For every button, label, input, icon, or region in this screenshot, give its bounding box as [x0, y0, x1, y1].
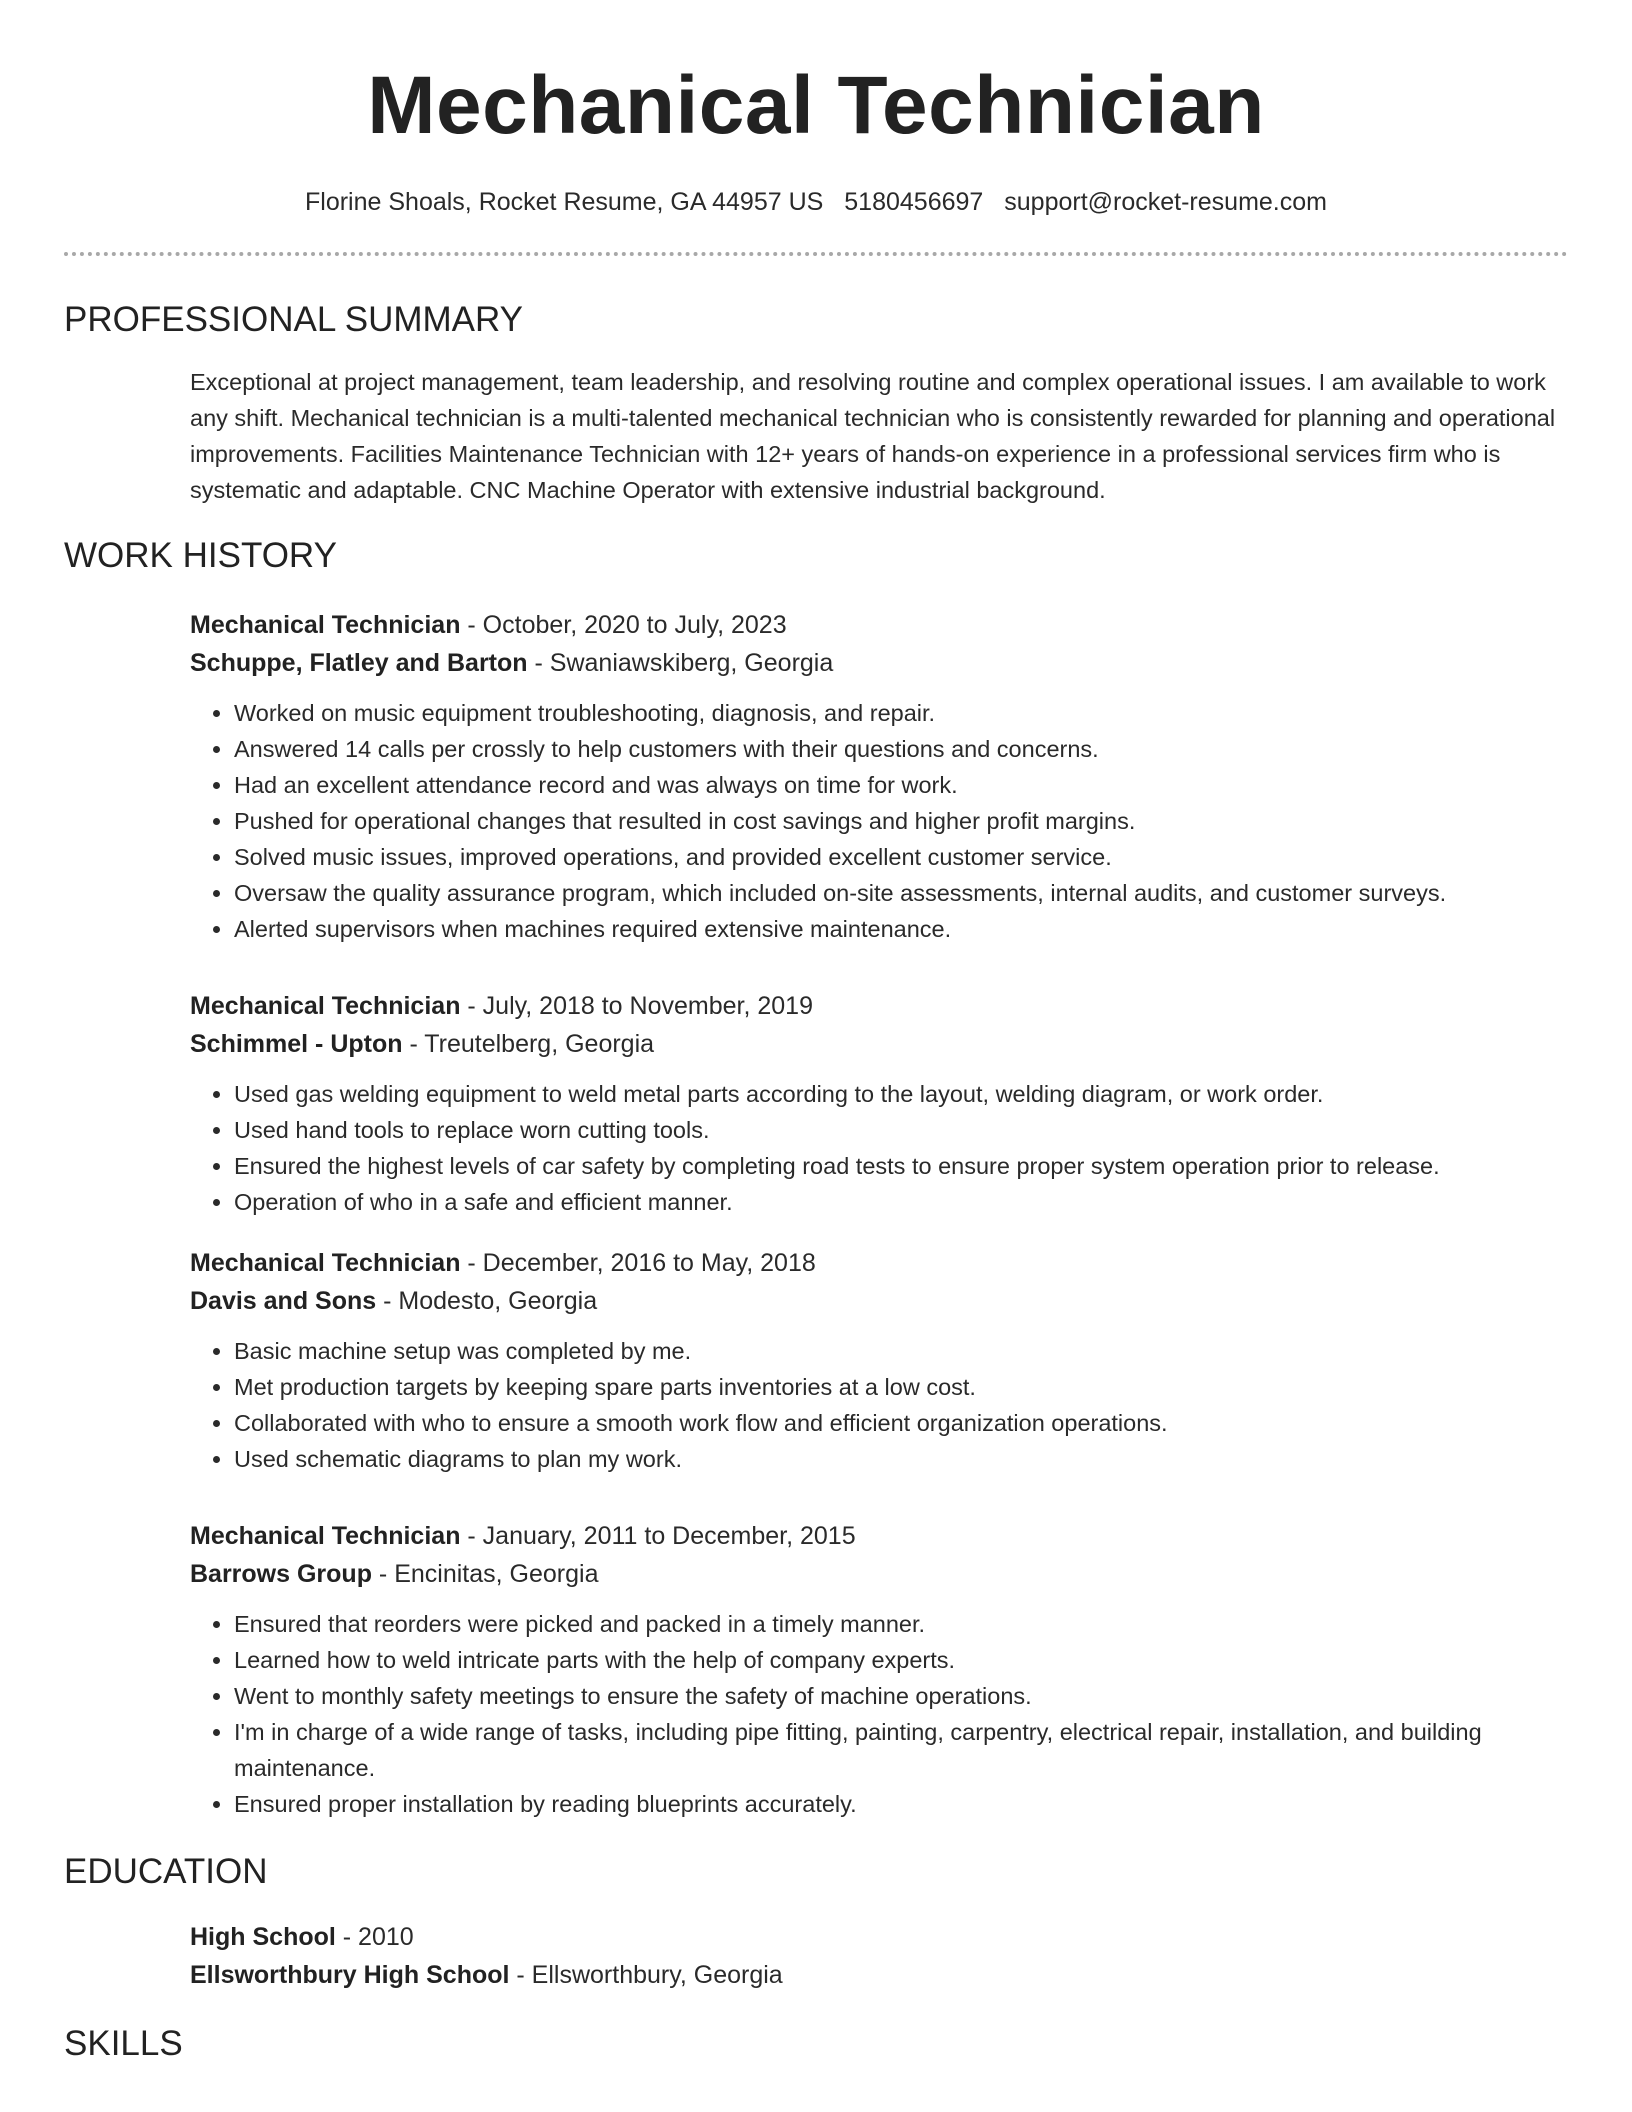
- job-bullet: • I'm in charge of a wide range of tasks, including pipe fitting, painting, carpentry, electrical repair, installation, and building maintenance.: [234, 1714, 1568, 1786]
- resume-page: [64, 0, 1568, 2066]
- job-bullet: • Answered 14 calls per crossly to help customers with their questions and concerns.: [234, 731, 1568, 767]
- job-bullet: • Oversaw the quality assurance program, which included on-site assessments, internal audits, and customer surveys.: [234, 875, 1568, 911]
- job-bullet: • Used schematic diagrams to plan my work.: [234, 1441, 1568, 1477]
- contact-email: support@rocket-resume.com: [1004, 188, 1327, 216]
- job-entry: [190, 1244, 1568, 1477]
- job-location: - Modesto, Georgia: [376, 1287, 598, 1315]
- education-entry: [190, 1918, 1568, 1994]
- job-dates: - December, 2016 to May, 2018: [460, 1249, 816, 1277]
- job-company: Schimmel - Upton: [190, 1030, 403, 1058]
- education-location: - Ellsworthbury, Georgia: [509, 1961, 783, 1989]
- job-bullet: • Learned how to weld intricate parts with the help of company experts.: [234, 1642, 1568, 1678]
- job-company: Davis and Sons: [190, 1287, 377, 1315]
- job-company-line: [190, 644, 1568, 682]
- section-title-work: WORK HISTORY: [64, 536, 337, 575]
- contact-address: Florine Shoals, Rocket Resume, GA 44957 US: [305, 188, 824, 216]
- job-bullets: [190, 695, 1568, 947]
- job-dates: - October, 2020 to July, 2023: [460, 611, 787, 639]
- job-bullet: • Ensured the highest levels of car safety by completing road tests to ensure proper system operation prior to release.: [234, 1148, 1568, 1184]
- contact-phone: 5180456697: [844, 188, 984, 216]
- job-company-line: [190, 1025, 1568, 1063]
- job-bullet: • Pushed for operational changes that resulted in cost savings and higher profit margins.: [234, 803, 1568, 839]
- education-degree-line: [190, 1918, 1568, 1956]
- resume-name: Mechanical Technician: [367, 60, 1265, 151]
- job-bullets: [190, 1076, 1568, 1220]
- education-year: - 2010: [335, 1923, 414, 1951]
- job-bullet: • Operation of who in a safe and efficient manner.: [234, 1184, 1568, 1220]
- summary-section: [190, 364, 1568, 508]
- job-bullet: • Ensured that reorders were picked and packed in a timely manner.: [234, 1606, 1568, 1642]
- work-section: [190, 606, 1568, 1822]
- section-title-summary: PROFESSIONAL SUMMARY: [64, 300, 523, 339]
- section-title-education: EDUCATION: [64, 1852, 268, 1891]
- summary-text: Exceptional at project management, team leadership, and resolving routine and complex operational issues. I am available to work any shift. Mechanical technician is a multi-talented mechanical technician who is consistently rewarded for planning and operational improvements. Facilities Maintenance Technician with 12+ years of hands-on experience in a professional services firm who is systematic and adaptable. CNC Machine Operator with extensive industrial background.: [190, 369, 1556, 503]
- job-company: Schuppe, Flatley and Barton: [190, 649, 528, 677]
- job-bullet: • Had an excellent attendance record and was always on time for work.: [234, 767, 1568, 803]
- job-title-line: [190, 606, 1568, 644]
- job-bullet: • Basic machine setup was completed by me.: [234, 1333, 1568, 1369]
- job-title-line: [190, 987, 1568, 1025]
- job-bullet: • Used gas welding equipment to weld metal parts according to the layout, welding diagram, or work order.: [234, 1076, 1568, 1112]
- job-bullet: • Went to monthly safety meetings to ensure the safety of machine operations.: [234, 1678, 1568, 1714]
- job-dates: - July, 2018 to November, 2019: [460, 992, 813, 1020]
- education-degree: High School: [190, 1923, 336, 1951]
- job-bullet: • Collaborated with who to ensure a smooth work flow and efficient organization operations.: [234, 1405, 1568, 1441]
- job-bullet: • Used hand tools to replace worn cutting tools.: [234, 1112, 1568, 1148]
- job-role: Mechanical Technician: [190, 611, 461, 639]
- job-location: - Treutelberg, Georgia: [402, 1030, 655, 1058]
- job-bullet: • Solved music issues, improved operations, and provided excellent customer service.: [234, 839, 1568, 875]
- job-role: Mechanical Technician: [190, 992, 461, 1020]
- job-entry: [190, 1517, 1568, 1822]
- job-title-line: [190, 1517, 1568, 1555]
- job-role: Mechanical Technician: [190, 1522, 461, 1550]
- education-section: [190, 1918, 1568, 1994]
- education-school-line: [190, 1956, 1568, 1994]
- job-location: - Encinitas, Georgia: [371, 1560, 599, 1588]
- job-dates: - January, 2011 to December, 2015: [460, 1522, 856, 1550]
- job-bullet: • Alerted supervisors when machines required extensive maintenance.: [234, 911, 1568, 947]
- job-location: - Swaniawskiberg, Georgia: [527, 649, 834, 677]
- job-company-line: [190, 1555, 1568, 1593]
- job-title-line: [190, 1244, 1568, 1282]
- job-bullets: [190, 1606, 1568, 1822]
- job-bullet: • Worked on music equipment troubleshooting, diagnosis, and repair.: [234, 695, 1568, 731]
- contact-line: [64, 184, 1568, 220]
- job-entry: [190, 606, 1568, 947]
- job-bullet: • Ensured proper installation by reading blueprints accurately.: [234, 1786, 1568, 1822]
- education-school: Ellsworthbury High School: [190, 1961, 510, 1989]
- job-entry: [190, 987, 1568, 1220]
- job-bullet: • Met production targets by keeping spare parts inventories at a low cost.: [234, 1369, 1568, 1405]
- job-role: Mechanical Technician: [190, 1249, 461, 1277]
- header-divider: [64, 252, 1568, 256]
- job-bullets: [190, 1333, 1568, 1477]
- job-company-line: [190, 1282, 1568, 1320]
- job-company: Barrows Group: [190, 1560, 372, 1588]
- section-title-skills: SKILLS: [64, 2024, 183, 2063]
